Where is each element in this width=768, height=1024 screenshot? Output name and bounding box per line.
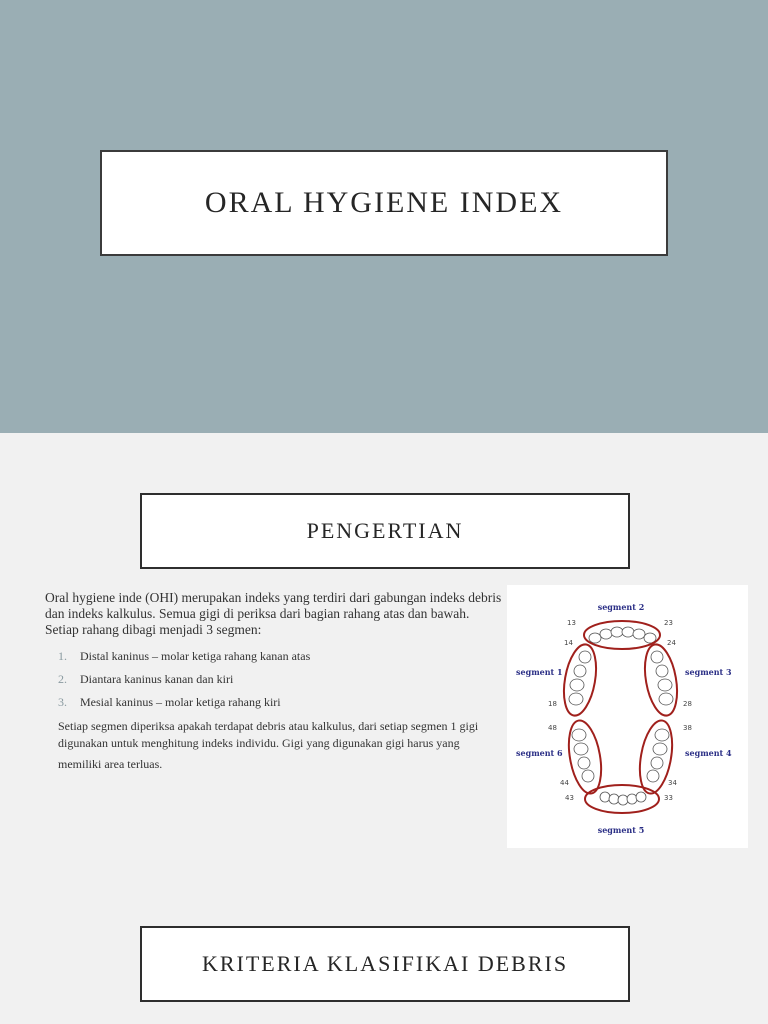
segment-label: segment 6 (516, 748, 563, 758)
title-box (100, 150, 668, 256)
tooth-number: 24 (667, 639, 676, 647)
examination-paragraph (58, 718, 518, 773)
segment-label: segment 1 (516, 667, 563, 677)
pengertian-heading-box (140, 493, 630, 569)
segment-label: segment 2 (597, 602, 645, 612)
paragraph-line: Setiap segmen diperiksa apakah terdapat debris atau kalkulus, dari setiap segmen 1 gigi (58, 719, 479, 733)
segment-list (58, 649, 310, 718)
tooth-number: 43 (565, 794, 574, 802)
content-slide (0, 433, 768, 1024)
section-heading: KRITERIA KLASIFIKAI DEBRIS (201, 951, 569, 976)
list-text: Diantara kaninus kanan dan kiri (80, 672, 234, 686)
tooth-number: 18 (548, 700, 557, 708)
tooth-number: 28 (683, 700, 692, 708)
slide-title: ORAL HYGIENE INDEX (204, 186, 564, 219)
segment-label: segment 5 (597, 825, 645, 835)
tooth-number: 44 (560, 779, 569, 787)
segment-label: segment 3 (685, 667, 732, 677)
list-item (58, 672, 310, 695)
tooth-number: 34 (668, 779, 677, 787)
paragraph-line: digunakan untuk menghitung indeks individu. Gigi yang digunakan gigi harus yang (58, 736, 460, 750)
list-number: 1. (58, 649, 67, 663)
list-item (58, 649, 310, 672)
list-number: 2. (58, 672, 67, 686)
dental-segment-diagram (507, 585, 748, 848)
kriteria-heading-box (140, 926, 630, 1002)
tooth-number: 14 (564, 639, 573, 647)
definition-paragraph: Oral hygiene inde (OHI) merupakan indeks yang terdiri dari gabungan indeks debris dan indeks kalkulus. Semua gigi di periksa dari bagian rahang atas dan bawah. Setiap rahang dibagi menjadi 3 segmen: (45, 590, 502, 637)
tooth-number: 38 (683, 724, 692, 732)
list-text: Mesial kaninus – molar ketiga rahang kiri (80, 695, 281, 709)
tooth-number: 23 (664, 619, 673, 627)
paragraph-line: memiliki area terluas. (58, 757, 163, 771)
tooth-number: 33 (664, 794, 673, 802)
segment-label: segment 4 (685, 748, 732, 758)
section-heading: PENGERTIAN (306, 518, 464, 543)
list-number: 3. (58, 695, 67, 709)
title-slide (0, 0, 768, 433)
teeth-diagram-svg (507, 585, 748, 848)
list-text: Distal kaninus – molar ketiga rahang kanan atas (80, 649, 311, 663)
list-item (58, 695, 310, 718)
tooth-number: 48 (548, 724, 557, 732)
tooth-number: 13 (567, 619, 576, 627)
